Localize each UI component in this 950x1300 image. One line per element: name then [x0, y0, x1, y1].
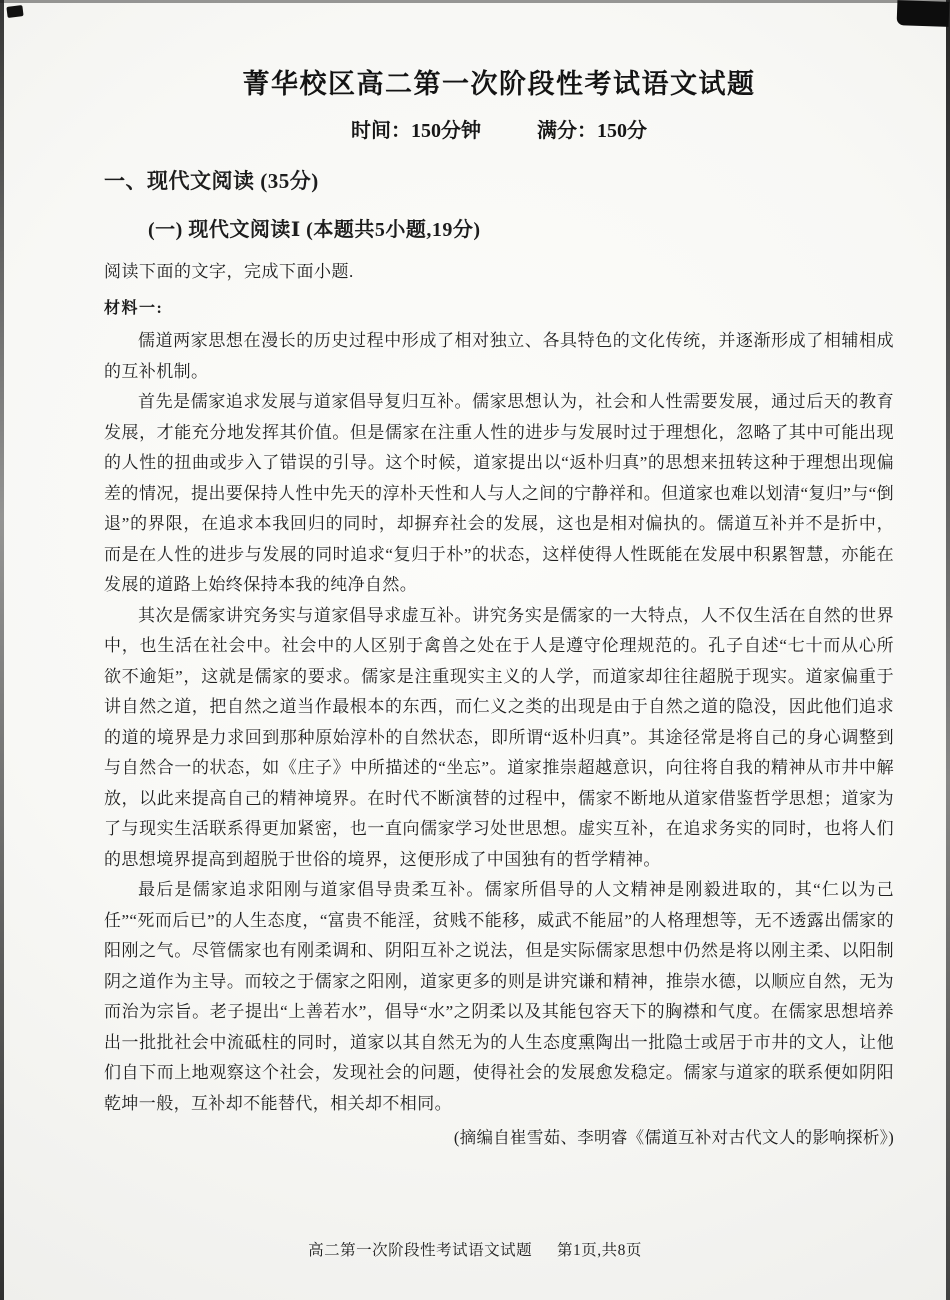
section-heading: 一、现代文阅读 (35分): [104, 169, 319, 193]
subsection-heading: (一) 现代文阅读Ⅰ (本题共5小题,19分): [148, 219, 481, 241]
scan-edge-left-artifact: [0, 0, 4, 1300]
exam-meta: [104, 114, 894, 143]
exam-total-score: 满分：150分: [537, 120, 647, 142]
attribution: (摘编自崔雪茹、李明睿《儒道互补对古代文人的影响探析》): [453, 1128, 894, 1147]
page-footer: [0, 1238, 950, 1260]
scan-mark-top-right: [897, 0, 950, 27]
body-paragraph: 最后是儒家追求阳刚与道家倡导贵柔互补。儒家所倡导的人文精神是刚毅进取的，其“仁以为己任”“死而后已”的人生态度，“富贵不能淫，贫贱不能移，威武不能屈”的人格理想等，无不透露出儒家的阳刚之气。尽管儒家也有刚柔调和、阴阳互补之说法，但是实际儒家思想中仍然是将以刚主柔、以阳制阴之道作为主导。而较之于儒家之阳刚，道家更多的则是讲究谦和精神，推崇水德，以顺应自然，无为而治为宗旨。老子提出“上善若水”，倡导“水”之阴柔以及其能包容天下的胸襟和气度。在儒家思想培养出一批批社会中流砥柱的同时，道家以其自然无为的人生态度熏陶出一批隐士或居于市井的文人，让他们自下而上地观察这个社会，发现社会的问题，使得社会的发展愈发稳定。儒家与道家的联系便如阴阳乾坤一般，互补却不能替代，相关却不相同。: [104, 880, 894, 1113]
body-paragraph: 首先是儒家追求发展与道家倡导复归互补。儒家思想认为，社会和人性需要发展，通过后天的教育发展，才能充分地发挥其价值。但是儒家在注重人性的进步与发展时过于理想化，忽略了其中可能出现的人性的扭曲或步入了错误的引导。这个时候，道家提出以“返朴归真”的思想来扭转这种于理想出现偏差的情况，提出要保持人性中先天的淳朴天性和人与人之间的宁静祥和。但道家也难以划清“复归”与“倒退”的界限，在追求本我回归的同时，却摒弃社会的发展，这也是相对偏执的。儒道互补并不是折中，而是在人性的进步与发展的同时追求“复归于朴”的状态，这样使得人性既能在发展中积累智慧，亦能在发展的道路上始终保持本我的纯净自然。: [104, 392, 894, 594]
footer-doc-title: 高二第一次阶段性考试语文试题: [308, 1242, 533, 1259]
material-label: 材料一:: [104, 300, 164, 317]
reading-instruction: 阅读下面的文字，完成下面小题.: [104, 262, 354, 281]
exam-content: [104, 62, 894, 1148]
exam-duration: 时间：150分钟: [351, 120, 481, 142]
scan-edge-right-artifact: [946, 0, 950, 1300]
scan-edge-top-artifact: [0, 0, 950, 3]
exam-title: 菁华校区高二第一次阶段性考试语文试题: [242, 69, 756, 99]
footer-page-number: 第1页,共8页: [556, 1242, 642, 1259]
body-paragraph: 儒道两家思想在漫长的历史过程中形成了相对独立、各具特色的文化传统，并逐渐形成了相辅相成的互补机制。: [104, 331, 894, 381]
scan-mark-top-left: [6, 5, 23, 18]
body-paragraph: 其次是儒家讲究务实与道家倡导求虚互补。讲究务实是儒家的一大特点，人不仅生活在自然的世界中，也生活在社会中。社会中的人区别于禽兽之处在于人是遵守伦理规范的。孔子自述“七十而从心所欲不逾矩”，这就是儒家的要求。儒家是注重现实主义的人学，而道家却往往超脱于现实。道家偏重于讲自然之道，把自然之道当作最根本的东西，而仁义之类的出现是由于自然之道的隐没，因此他们追求的道的境界是力求回到那种原始淳朴的自然状态，即所谓“返朴归真”。其途径常是将自己的身心调整到与自然合一的状态，如《庄子》中所描述的“坐忘”。道家推崇超越意识，向往将自我的精神从市井中解放，以此来提高自己的精神境界。在时代不断演替的过程中，儒家不断地从道家借鉴哲学思想；道家为了与现实生活联系得更加紧密，也一直向儒家学习处世思想。虚实互补，在追求务实的同时，也将人们的思想境界提高到超脱于世俗的境界，这便形成了中国独有的哲学精神。: [104, 605, 894, 869]
